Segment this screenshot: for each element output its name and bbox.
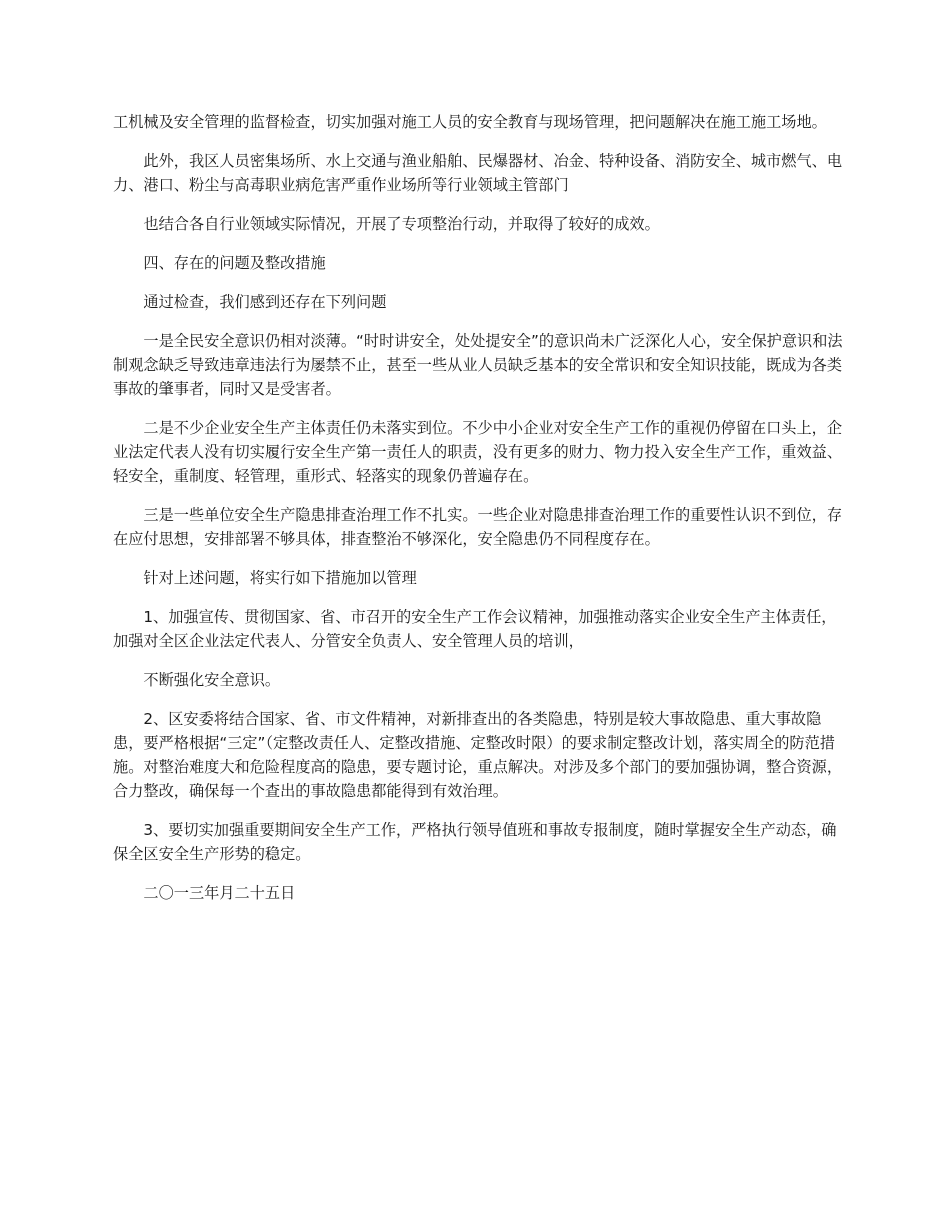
- document-date: 二〇一三年月二十五日: [143, 884, 296, 902]
- paragraph-problem-2: 二是不少企业安全生产主体责任仍未落实到位。不少中小企业对安全生产工作的重视仍停留在口头上，企业法定代表人没有切实履行安全生产第一责任人的职责，没有更多的财力、物力投入安全生产工作，重效益、轻安全，重制度、轻管理，重形式、轻落实的现象仍普遍存在。: [113, 419, 843, 485]
- paragraph-measures-intro: 针对上述问题，将实行如下措施加以管理: [143, 569, 417, 587]
- paragraph-problem-3: 三是一些单位安全生产隐患排查治理工作不扎实。一些企业对隐患排查治理工作的重要性认识不到位，存在应付思想，安排部署不够具体，排查整治不够深化，安全隐患仍不同程度存在。: [113, 506, 843, 548]
- section-heading-problems: 四、存在的问题及整改措施: [143, 254, 326, 272]
- paragraph-measure-1: 1、加强宣传、贯彻国家、省、市召开的安全生产工作会议精神，加强推动落实企业安全生产主体责任，加强对全区企业法定代表人、分管安全负责人、安全管理人员的培训，: [113, 608, 837, 650]
- paragraph-measure-2: 2、区安委将结合国家、省、市文件精神，对新排查出的各类隐患，特别是较大事故隐患、重大事故隐患，要严格根据“三定”（定整改责任人、定整改措施、定整改时限）的要求制定整改计划，落实周全的防范措施。对整治难度大和危险程度高的隐患，要专题讨论，重点解决。对涉及多个部门的要加强协调，整合资源，合力整改，确保每一个查出的事故隐患都能得到有效治理。: [113, 710, 842, 800]
- document-body: [113, 110, 843, 920]
- paragraph-continuation: 工机械及安全管理的监督检查，切实加强对施工人员的安全教育与现场管理，把问题解决在施工施工场地。: [113, 113, 827, 131]
- paragraph-special-actions: 也结合各自行业领域实际情况，开展了专项整治行动，并取得了较好的成效。: [143, 215, 660, 233]
- paragraph-measure-1-cont: 不断强化安全意识。: [143, 671, 281, 689]
- paragraph-problem-1: 一是全民安全意识仍相对淡薄。“时时讲安全，处处提安全”的意识尚未广泛深化人心，安全保护意识和法制观念缺乏导致违章违法行为屡禁不止，甚至一些从业人员缺乏基本的安全常识和安全知识技能，既成为各类事故的肇事者，同时又是受害者。: [113, 332, 843, 398]
- paragraph-measure-3: 3、要切实加强重要期间安全生产工作，严格执行领导值班和事故专报制度，随时掌握安全生产动态，确保全区安全生产形势的稳定。: [113, 821, 837, 863]
- paragraph-problems-intro: 通过检查，我们感到还存在下列问题: [143, 293, 387, 311]
- paragraph-other-sectors: 此外，我区人员密集场所、水上交通与渔业船舶、民爆器材、冶金、特种设备、消防安全、城市燃气、电力、港口、粉尘与高毒职业病危害严重作业场所等行业领域主管部门: [113, 152, 843, 194]
